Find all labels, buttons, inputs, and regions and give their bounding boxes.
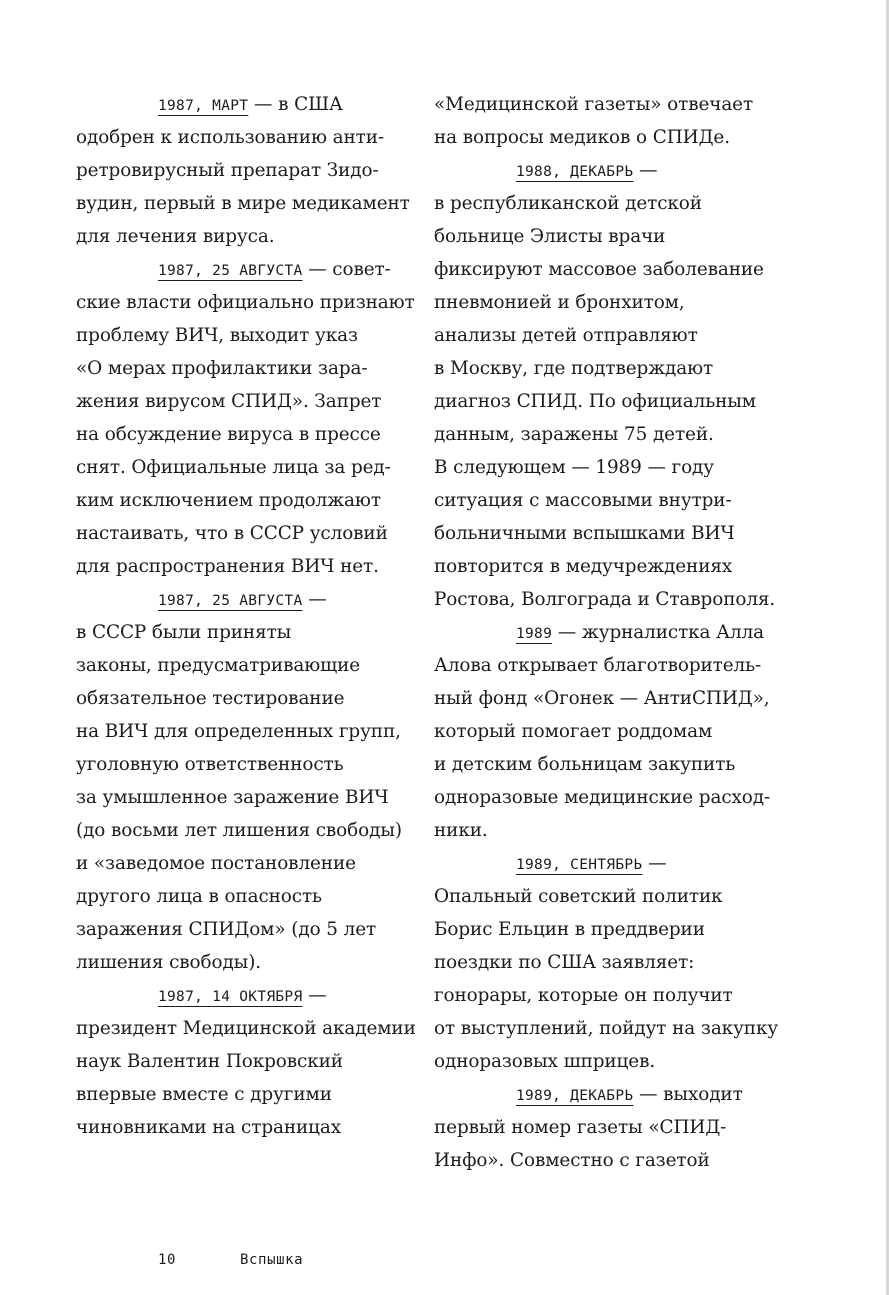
entry-first-line-text: — xyxy=(302,589,327,610)
timeline-entry-heading xyxy=(434,1078,774,1111)
timeline-entry-heading xyxy=(76,583,416,616)
timeline-entry-heading xyxy=(76,253,416,286)
entry-text-line: (до восьми лет лишения свободы) xyxy=(76,820,402,841)
entry-first-line-text: — совет- xyxy=(302,259,391,280)
timeline-entry-heading xyxy=(76,88,416,121)
running-title: Вспышка xyxy=(240,1252,304,1268)
entry-text-line: гонорары, которые он получит xyxy=(434,985,733,1006)
entry-first-line-text: — xyxy=(302,985,327,1006)
entry-first-line-text: — журналистка Алла xyxy=(552,622,765,643)
page-number: 10 xyxy=(158,1252,177,1268)
entry-text-line: проблему ВИЧ, выходит указ xyxy=(76,325,358,346)
entry-first-line-text: — в США xyxy=(248,94,343,115)
entry-date: 1989 xyxy=(516,626,553,642)
entry-text-line: одноразовых шприцев. xyxy=(434,1051,656,1072)
entry-first-line-text: — выходит xyxy=(633,1084,743,1105)
entry-text-line: законы, предусматривающие xyxy=(76,655,361,676)
left-column xyxy=(76,88,416,1144)
entry-text-line: в Москву, где подтверждают xyxy=(434,358,714,379)
entry-text-line: в СССР были приняты xyxy=(76,622,292,643)
entry-text-line: и детским больницам закупить xyxy=(434,754,736,775)
entry-date: 1987, 25 АВГУСТА xyxy=(158,593,303,609)
entry-text-line: ретровирусный препарат Зидо- xyxy=(76,160,379,181)
entry-text-line: Опальный советский политик xyxy=(434,886,723,907)
entry-text-line: уголовную ответственность xyxy=(76,754,344,775)
entry-text-line: пневмонией и бронхитом, xyxy=(434,292,685,313)
entry-text-line: «О мерах профилактики зара- xyxy=(76,358,368,379)
entry-text-line: больничными вспышками ВИЧ xyxy=(434,523,735,544)
entry-text-line: обязательное тестирование xyxy=(76,688,345,709)
entry-date: 1989, ДЕКАБРЬ xyxy=(516,1088,634,1104)
entry-text-line: ким исключением продолжают xyxy=(76,490,381,511)
timeline-entry-heading xyxy=(76,979,416,1012)
entry-date: 1987, 25 АВГУСТА xyxy=(158,263,303,279)
entry-text-line: Алова открывает благотворитель- xyxy=(434,655,762,676)
timeline-entry-heading xyxy=(434,847,774,880)
entry-first-line-text: — xyxy=(633,160,658,181)
entry-text-line: ские власти официально признают xyxy=(76,292,415,313)
entry-date: 1987, МАРТ xyxy=(158,98,249,114)
entry-first-line-text: — xyxy=(642,853,667,874)
continuation-text-line: на вопросы медиков о СПИДе. xyxy=(434,127,730,148)
entry-text-line: другого лица в опасность xyxy=(76,886,322,907)
entry-text-line: первый номер газеты «СПИД- xyxy=(434,1117,727,1138)
entry-text-line: наук Валентин Покровский xyxy=(76,1051,343,1072)
timeline-entry-heading xyxy=(434,154,774,187)
entry-text-line: за умышленное заражение ВИЧ xyxy=(76,787,389,808)
entry-text-line: Инфо». Совместно с газетой xyxy=(434,1150,710,1171)
entry-text-line: от выступлений, пойдут на закупку xyxy=(434,1018,779,1039)
entry-text-line: диагноз СПИД. По официальным xyxy=(434,391,756,412)
entry-text-line: повторится в медучреждениях xyxy=(434,556,733,577)
entry-date: 1987, 14 ОКТЯБРЯ xyxy=(158,989,303,1005)
entry-text-line: президент Медицинской академии xyxy=(76,1018,416,1039)
entry-text-line: вудин, первый в мире медикамент xyxy=(76,193,410,214)
entry-text-line: впервые вместе с другими xyxy=(76,1084,332,1105)
entry-date: 1989, СЕНТЯБРЬ xyxy=(516,857,643,873)
entry-text-line: лишения свободы). xyxy=(76,952,262,973)
entry-text-line: В следующем — 1989 — году xyxy=(434,457,714,478)
entry-text-line: чиновниками на страницах xyxy=(76,1117,342,1138)
entry-text-line: жения вирусом СПИД». Запрет xyxy=(76,391,382,412)
entry-text-line: в республиканской детской xyxy=(434,193,702,214)
entry-text-line: поездки по США заявляет: xyxy=(434,952,695,973)
entry-text-line: для распространения ВИЧ нет. xyxy=(76,556,379,577)
entry-text-line: ситуация с массовыми внутри- xyxy=(434,490,732,511)
entry-text-line: одноразовые медицинские расход- xyxy=(434,787,771,808)
entry-text-line: Ростова, Волгограда и Ставрополя. xyxy=(434,589,776,610)
entry-text-line: на обсуждение вируса в прессе xyxy=(76,424,381,445)
entry-text-line: Борис Ельцин в преддверии xyxy=(434,919,705,940)
entry-text-line: ный фонд «Огонек — АнтиСПИД», xyxy=(434,688,770,709)
entry-text-line: настаивать, что в СССР условий xyxy=(76,523,388,544)
entry-date: 1988, ДЕКАБРЬ xyxy=(516,164,634,180)
entry-text-line: который помогает роддомам xyxy=(434,721,713,742)
entry-text-line: ники. xyxy=(434,820,488,841)
entry-text-line: фиксируют массовое заболевание xyxy=(434,259,764,280)
entry-text-line: и «заведомое постановление xyxy=(76,853,356,874)
entry-text-line: снят. Официальные лица за ред- xyxy=(76,457,391,478)
entry-text-line: больнице Элисты врачи xyxy=(434,226,666,247)
entry-text-line: одобрен к использованию анти- xyxy=(76,127,384,148)
entry-text-line: анализы детей отправляют xyxy=(434,325,698,346)
continuation-text-line: «Медицинской газеты» отвечает xyxy=(434,94,754,115)
right-column xyxy=(434,88,779,1177)
entry-text-line: на ВИЧ для определенных групп, xyxy=(76,721,401,742)
entry-text-line: для лечения вируса. xyxy=(76,226,275,247)
entry-text-line: данным, заражены 75 детей. xyxy=(434,424,714,445)
timeline-entry-heading xyxy=(434,616,774,649)
entry-text-line: заражения СПИДом» (до 5 лет xyxy=(76,919,377,940)
